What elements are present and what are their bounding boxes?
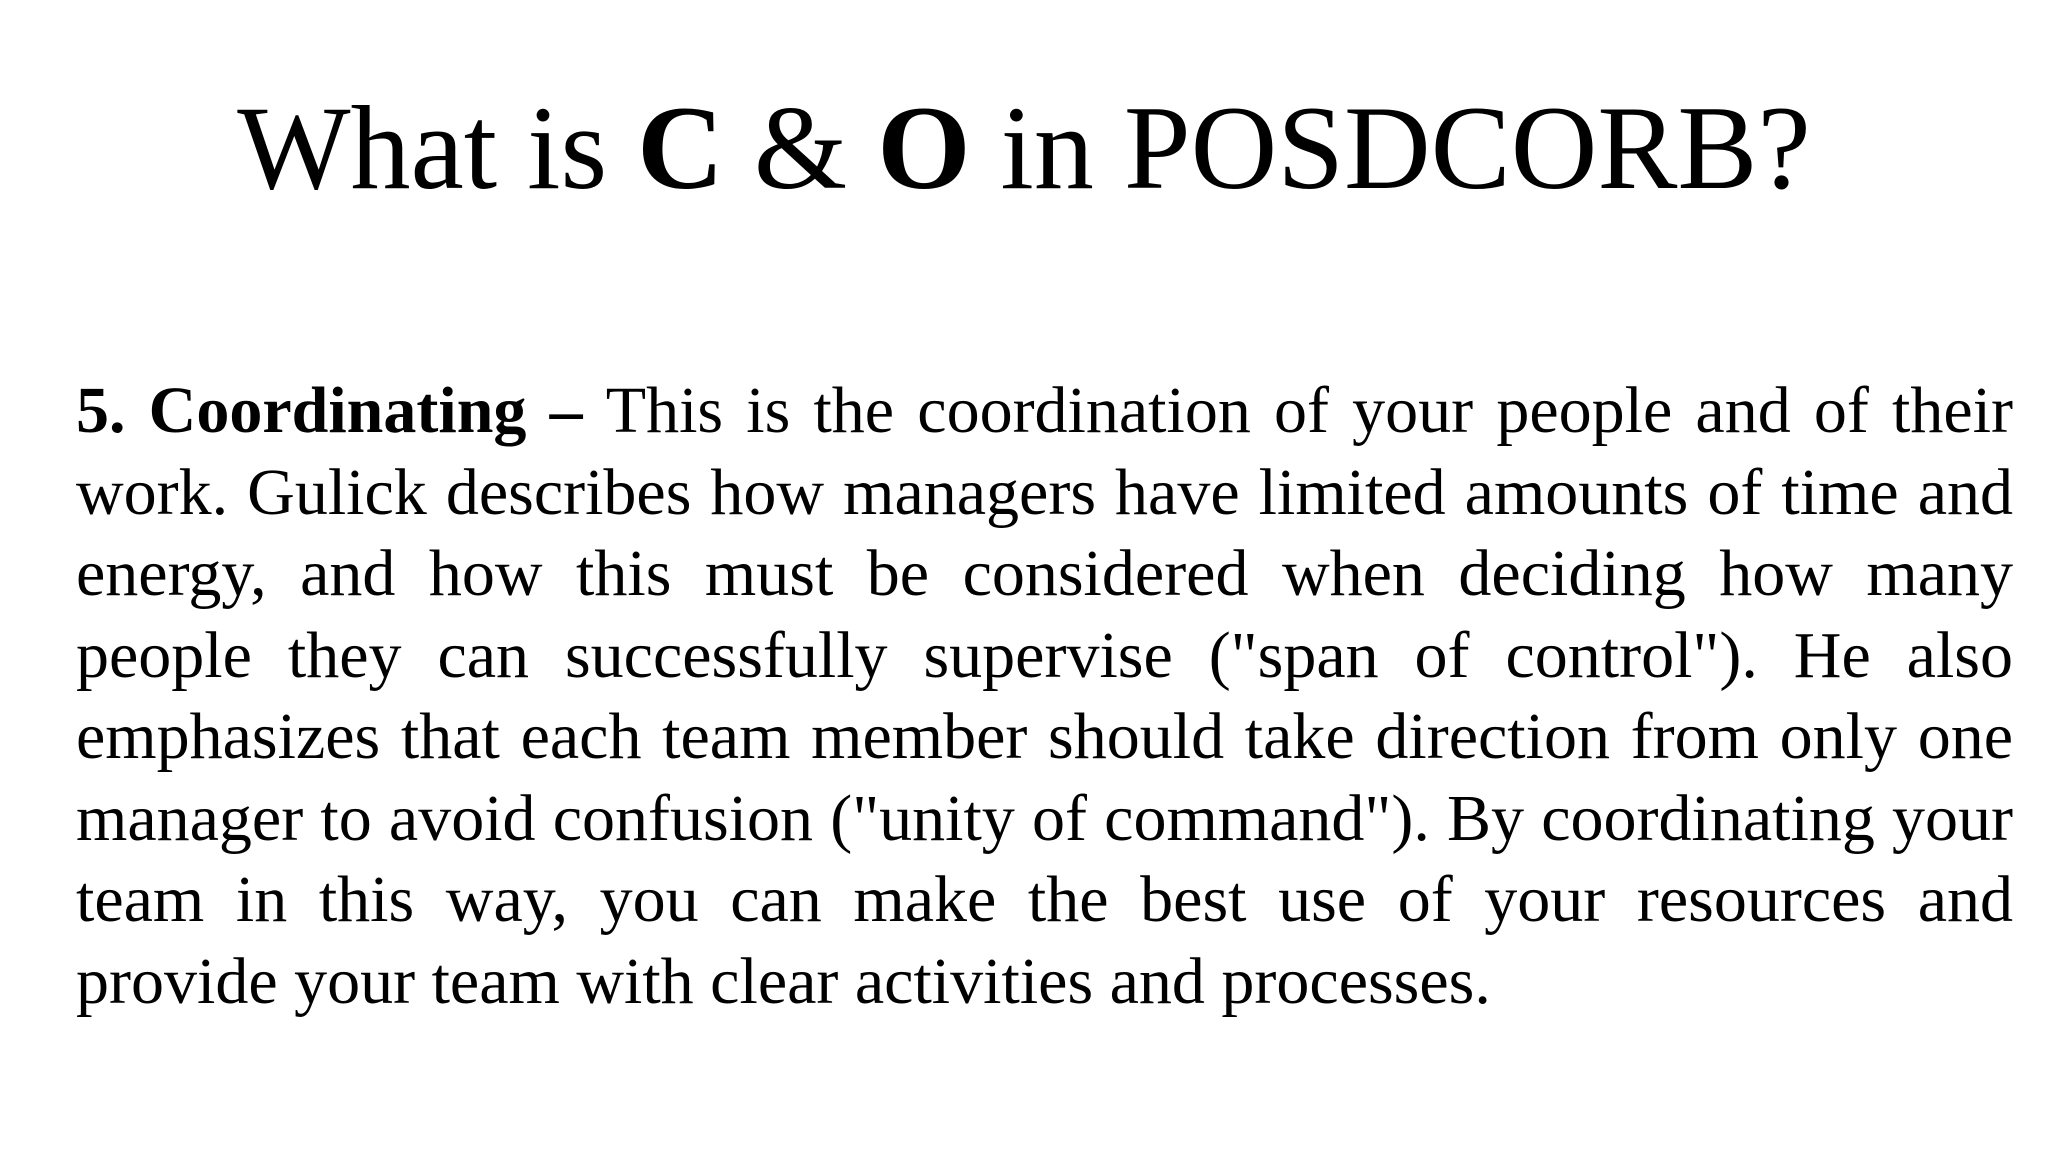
body-text: This is the coordination of your people and of their work. Gulick describes how managers have limited amounts of time and energy, and how this must be considered when deciding how many people they can successfully supervise ("span of control"). He also emphasizes that each team member should take direction from only one manager to avoid confusion ("unity of command"). By coordinating your team in this way, you can make the best use of your resources and provide your team with clear activities and processes.: [76, 374, 2014, 1018]
title-bold-o: O: [877, 81, 971, 214]
body-paragraph: [76, 370, 2013, 1022]
title-text-posdcorb: in POSDCORB?: [970, 81, 1811, 214]
title-text-what-is: What is: [237, 81, 638, 214]
slide-title: [0, 81, 2048, 214]
title-bold-c: C: [637, 81, 724, 214]
title-text-ampersand: &: [723, 81, 878, 214]
body-lead-heading: 5. Coordinating: [76, 374, 527, 447]
body-lead-dash: –: [526, 374, 606, 447]
